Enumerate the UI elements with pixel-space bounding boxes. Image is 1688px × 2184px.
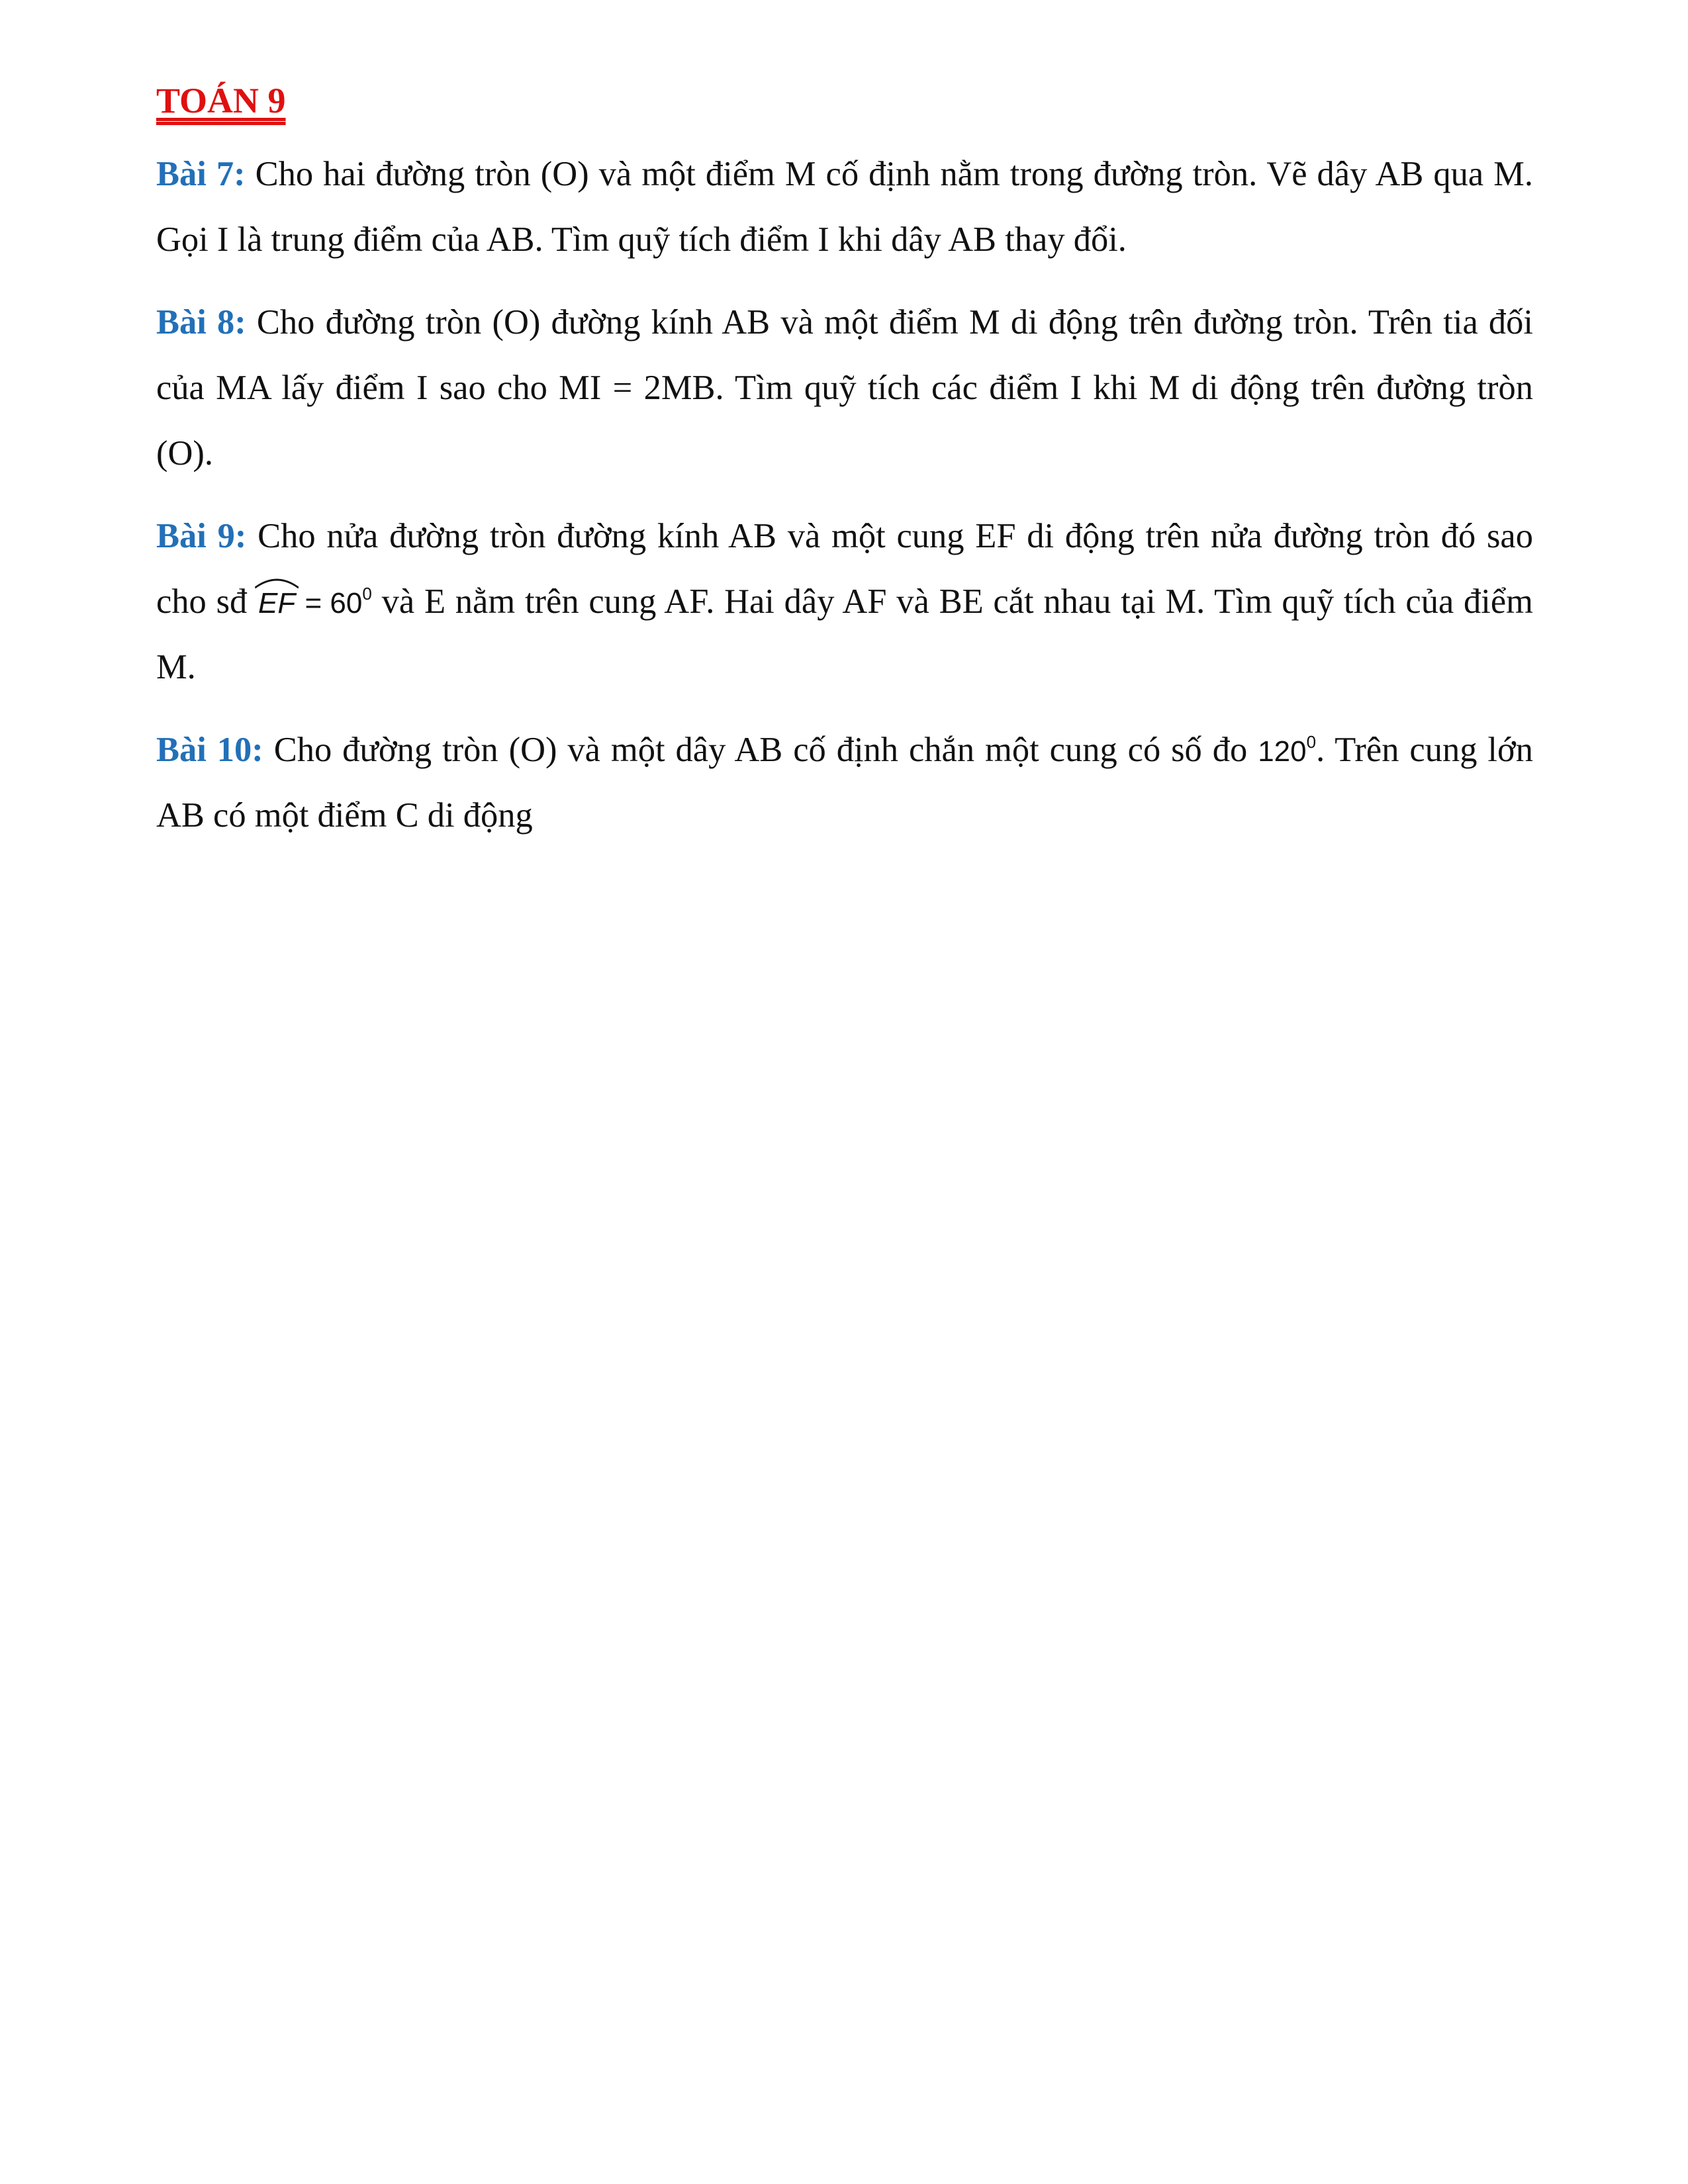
arc-value: = 60 [297,587,363,619]
problem-label: Bài 10: [156,731,263,769]
problem-10 [156,717,1533,848]
problem-label: Bài 8: [156,303,246,341]
arc-symbol [257,589,297,618]
problem-text-after: . Trên cung lớn AB có một điểm C di động [156,731,1533,835]
problem-text: Cho hai đường tròn (O) và một điểm M cố định nằm trong đường tròn. Vẽ dây AB qua M. Gọi I là trung điểm của AB. Tìm quỹ tích điểm I khi dây AB thay đổi. [156,155,1533,259]
arc-hat-icon [254,576,299,589]
problem-text-before: Cho nửa đường tròn đường kính AB và một cung EF di động trên nửa đường tròn đó sao cho sđ [156,517,1533,621]
document-content [156,74,1533,866]
problem-text: Cho đường tròn (O) đường kính AB và một điểm M di động trên đường tròn. Trên tia đối của MA lấy điểm I sao cho MI = 2MB. Tìm quỹ tích các điểm I khi M di động trên đường tròn (O). [156,303,1533,473]
angle-value: 120 [1258,735,1307,768]
problem-label: Bài 9: [156,517,247,555]
problem-8 [156,290,1533,486]
arc-name: EF [258,587,296,619]
problem-text-before: Cho đường tròn (O) và một dây AB cố định chắn một cung có số đo [263,731,1258,769]
problem-label: Bài 7: [156,155,246,193]
page-title: TOÁN 9 [156,81,286,120]
arc-measure-formula [257,584,372,619]
problem-7 [156,142,1533,273]
degree-superscript: 0 [362,584,372,604]
problem-text-after: và E nằm trên cung AF. Hai dây AF và BE cắt nhau tại M. Tìm quỹ tích của điểm M. [156,582,1533,686]
angle-measure-formula [1258,732,1317,768]
degree-superscript: 0 [1306,732,1317,752]
problem-9 [156,504,1533,700]
